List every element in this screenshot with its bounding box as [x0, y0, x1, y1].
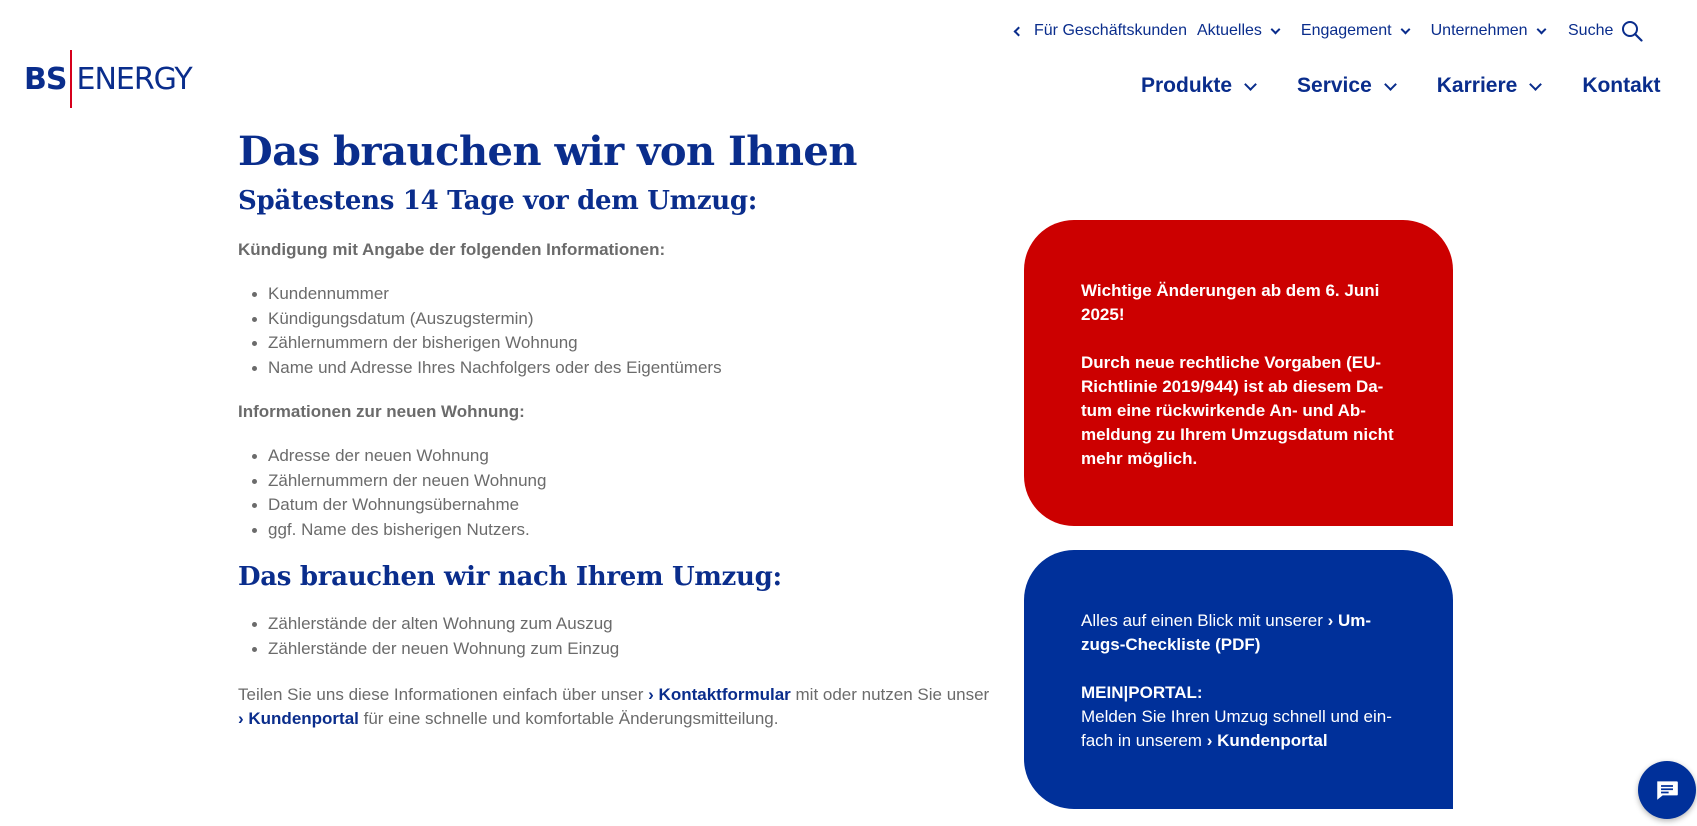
list-item: Adresse der neuen Wohnung	[252, 444, 998, 469]
logo[interactable]	[24, 50, 192, 108]
mainnav-item-label: Produkte	[1141, 74, 1233, 97]
main-content	[238, 130, 998, 731]
chevron-left-icon	[1014, 26, 1024, 36]
topnav-item-label: Engagement	[1300, 22, 1392, 39]
mainnav-item-karriere[interactable]	[1437, 74, 1541, 98]
portal-intro: Melden Sie Ihren Umzug schnell und ein-fach in unserem	[1081, 707, 1392, 750]
chevron-down-icon	[1529, 78, 1542, 91]
main-navigation	[1141, 74, 1660, 98]
topnav-item-unternehmen[interactable]	[1431, 22, 1545, 40]
section-heading-after-move: Das brauchen wir nach Ihrem Umzug:	[238, 562, 782, 592]
section-heading-before-move: Spätestens 14 Tage vor dem Umzug:	[238, 186, 758, 216]
top-navigation	[1015, 22, 1567, 40]
topnav-item-label: Unternehmen	[1430, 22, 1528, 39]
portal-link[interactable]: › Kundenportal	[1206, 731, 1328, 750]
chat-icon	[1654, 777, 1680, 803]
chevron-down-icon	[1270, 24, 1280, 34]
contact-form-link[interactable]: › Kontaktformular	[648, 685, 791, 704]
chat-button[interactable]	[1638, 761, 1696, 819]
checklist-box	[1024, 550, 1453, 809]
portal-heading: MEIN|PORTAL:	[1081, 683, 1203, 702]
page-title: Das brauchen wir von Ihnen	[238, 128, 857, 175]
new-apartment-list	[252, 444, 998, 542]
termination-list	[252, 282, 998, 380]
list-item: ggf. Name des bisherigen Nutzers.	[252, 518, 998, 543]
list-item: Name und Adresse Ihres Nachfolgers oder des Eigentümers	[252, 356, 998, 381]
topnav-item-engagement[interactable]	[1301, 22, 1409, 40]
after-move-list	[252, 612, 998, 661]
portal-text	[1081, 705, 1396, 753]
list-item: Zählerstände der alten Wohnung zum Auszug	[252, 612, 998, 637]
logo-divider	[70, 50, 72, 108]
mainnav-item-produkte[interactable]	[1141, 74, 1255, 98]
logo-energy: ENERGY	[76, 61, 192, 97]
topnav-item-label: Aktuelles	[1196, 22, 1262, 39]
search-icon	[1621, 20, 1643, 42]
list-item: Zählernummern der neuen Wohnung	[252, 469, 998, 494]
logo-bs: BS	[24, 61, 67, 97]
checklist-intro: Alles auf einen Blick mit unserer	[1081, 611, 1328, 630]
paragraph-text: für eine schnelle und komfortable Änderungsmitteilung.	[358, 709, 779, 728]
contact-paragraph	[238, 683, 998, 731]
chevron-down-icon	[1536, 24, 1546, 34]
paragraph-text: Teilen Sie uns diese Informationen einfach über unser	[238, 685, 649, 704]
chevron-down-icon	[1244, 78, 1257, 91]
search-label: Suche	[1568, 22, 1614, 39]
paragraph-text: mit oder nutzen Sie unser	[790, 685, 990, 704]
topnav-item-aktuelles[interactable]	[1197, 22, 1279, 40]
checklist-pdf-link[interactable]: › Um-zugs-Checkliste (PDF)	[1081, 611, 1372, 654]
list-item: Kündigungsdatum (Auszugstermin)	[252, 307, 998, 332]
list-item: Kundennummer	[252, 282, 998, 307]
mainnav-item-service[interactable]	[1297, 74, 1395, 98]
business-customers-link[interactable]	[1015, 22, 1187, 40]
list-item: Zählernummern der bisherigen Wohnung	[252, 331, 998, 356]
important-changes-heading: Wichtige Änderungen ab dem 6. Juni 2025!	[1081, 281, 1380, 324]
important-changes-box	[1024, 220, 1453, 526]
business-customers-label: Für Geschäftskunden	[1034, 22, 1187, 39]
termination-label: Kündigung mit Angabe der folgenden Informationen:	[238, 240, 666, 259]
search-button[interactable]	[1568, 20, 1643, 42]
mainnav-item-kontakt[interactable]	[1582, 74, 1660, 98]
customer-portal-link[interactable]: › Kundenportal	[238, 709, 359, 728]
chevron-down-icon	[1400, 24, 1410, 34]
mainnav-item-label: Karriere	[1436, 74, 1518, 97]
new-apartment-label: Informationen zur neuen Wohnung:	[238, 402, 525, 421]
checklist-text	[1081, 609, 1396, 657]
chevron-down-icon	[1384, 78, 1397, 91]
mainnav-item-label: Kontakt	[1582, 74, 1661, 97]
list-item: Datum der Wohnungsübernahme	[252, 493, 998, 518]
mainnav-item-label: Service	[1297, 74, 1372, 97]
list-item: Zählerstände der neuen Wohnung zum Einzug	[252, 637, 998, 662]
important-changes-body: Durch neue rechtliche Vorgaben (EU-Richtlinie 2019/944) ist ab diesem Da-tum eine rückwirkende An- und Ab-meldung zu Ihrem Umzugsdatum nicht mehr möglich.	[1081, 353, 1394, 468]
